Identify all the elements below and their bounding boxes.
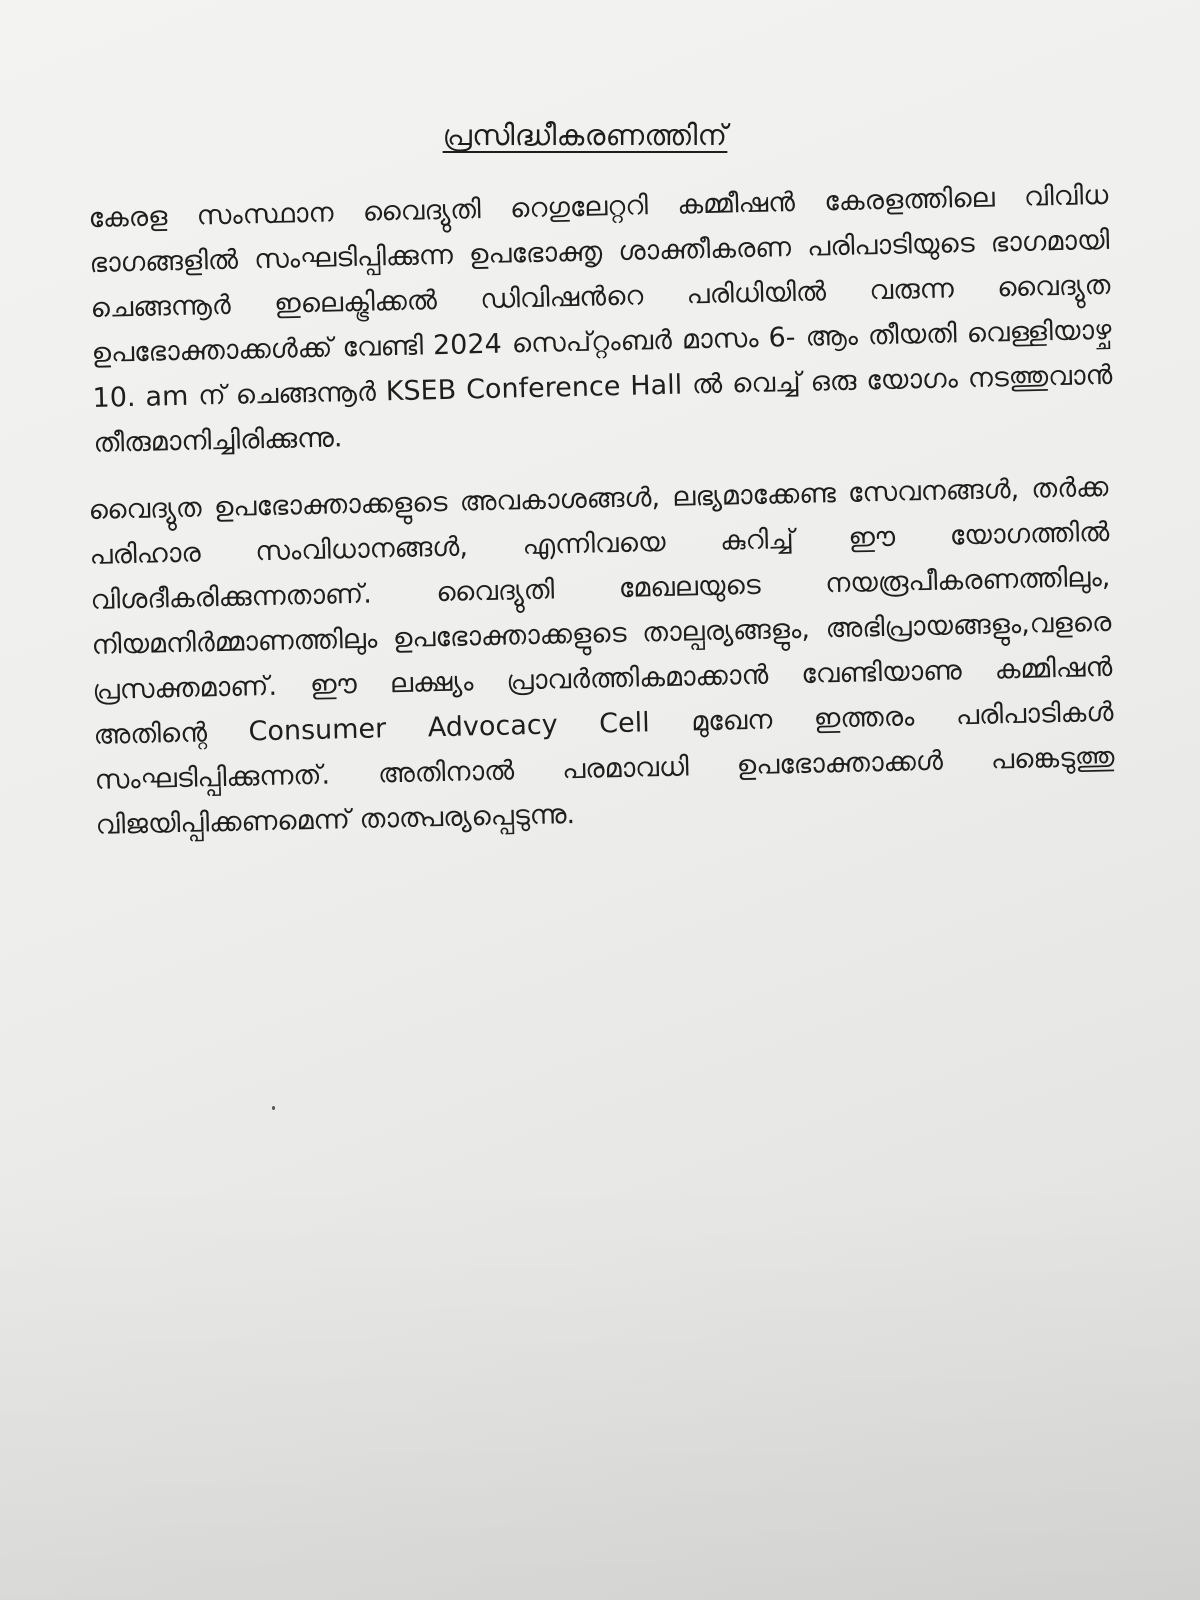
paper-shadow xyxy=(0,1180,1200,1600)
paragraph-purpose: വൈദ്യുത ഉപഭോക്താക്കളുടെ അവകാശങ്ങൾ, ലഭ്യമാക്കേണ്ട സേവനങ്ങൾ, തർക്ക പരിഹാര സംവിധാനങ്ങൾ, എന്നിവയെ കുറിച്ച് ഈ യോഗത്തിൽ വിശദീകരിക്കുന്നതാണ്. വൈദ്യുതി മേഖലയുടെ നയരൂപീകരണത്തിലും, നിയമനിർമ്മാണത്തിലും ഉപഭോക്താക്കളുടെ താല്പര്യങ്ങളും, അഭിപ്രായങ്ങളും,വളരെ പ്രസക്തമാണ്. ഈ ലക്ഷ്യം പ്രാവർത്തികമാക്കാൻ വേണ്ടിയാണു കമ്മിഷൻ അതിന്റെ Consumer Advocacy Cell മുഖേന ഇത്തരം പരിപാടികൾ സംഘടിപ്പിക്കുന്നത്. അതിനാൽ പരമാവധി ഉപഭോക്താക്കൾ പങ്കെടുത്തു വിജയിപ്പിക്കണമെന്ന് താത്പര്യപ്പെടുന്നു. xyxy=(88,471,1115,841)
document-heading-text: പ്രസിദ്ധീകരണത്തിന് xyxy=(442,118,728,152)
paper-speck xyxy=(272,1106,275,1110)
document-heading xyxy=(0,118,1200,153)
paragraph-announcement: കേരള സംസ്ഥാന വൈദ്യുതി റെഗുലേറ്ററി കമ്മീഷൻ കേരളത്തിലെ വിവിധ ഭാഗങ്ങളിൽ സംഘടിപ്പിക്കുന്ന ഉപഭോക്തൃ ശാക്തീകരണ പരിപാടിയുടെ ഭാഗമായി ചെങ്ങന്നൂർ ഇലെക്ട്രിക്കൽ ഡിവിഷൻറെ പരിധിയിൽ വരുന്ന വൈദ്യുത ഉപഭോക്താക്കൾക്ക് വേണ്ടി 2024 സെപ്റ്റംബർ മാസം 6- ആം തീയതി വെള്ളിയാഴ്ച 10. am ന് ചെങ്ങന്നൂർ KSEB Conference Hall ൽ വെച്ച് ഒരു യോഗം നടത്തുവാൻ തീരുമാനിച്ചിരിക്കുന്നു. xyxy=(88,179,1113,459)
